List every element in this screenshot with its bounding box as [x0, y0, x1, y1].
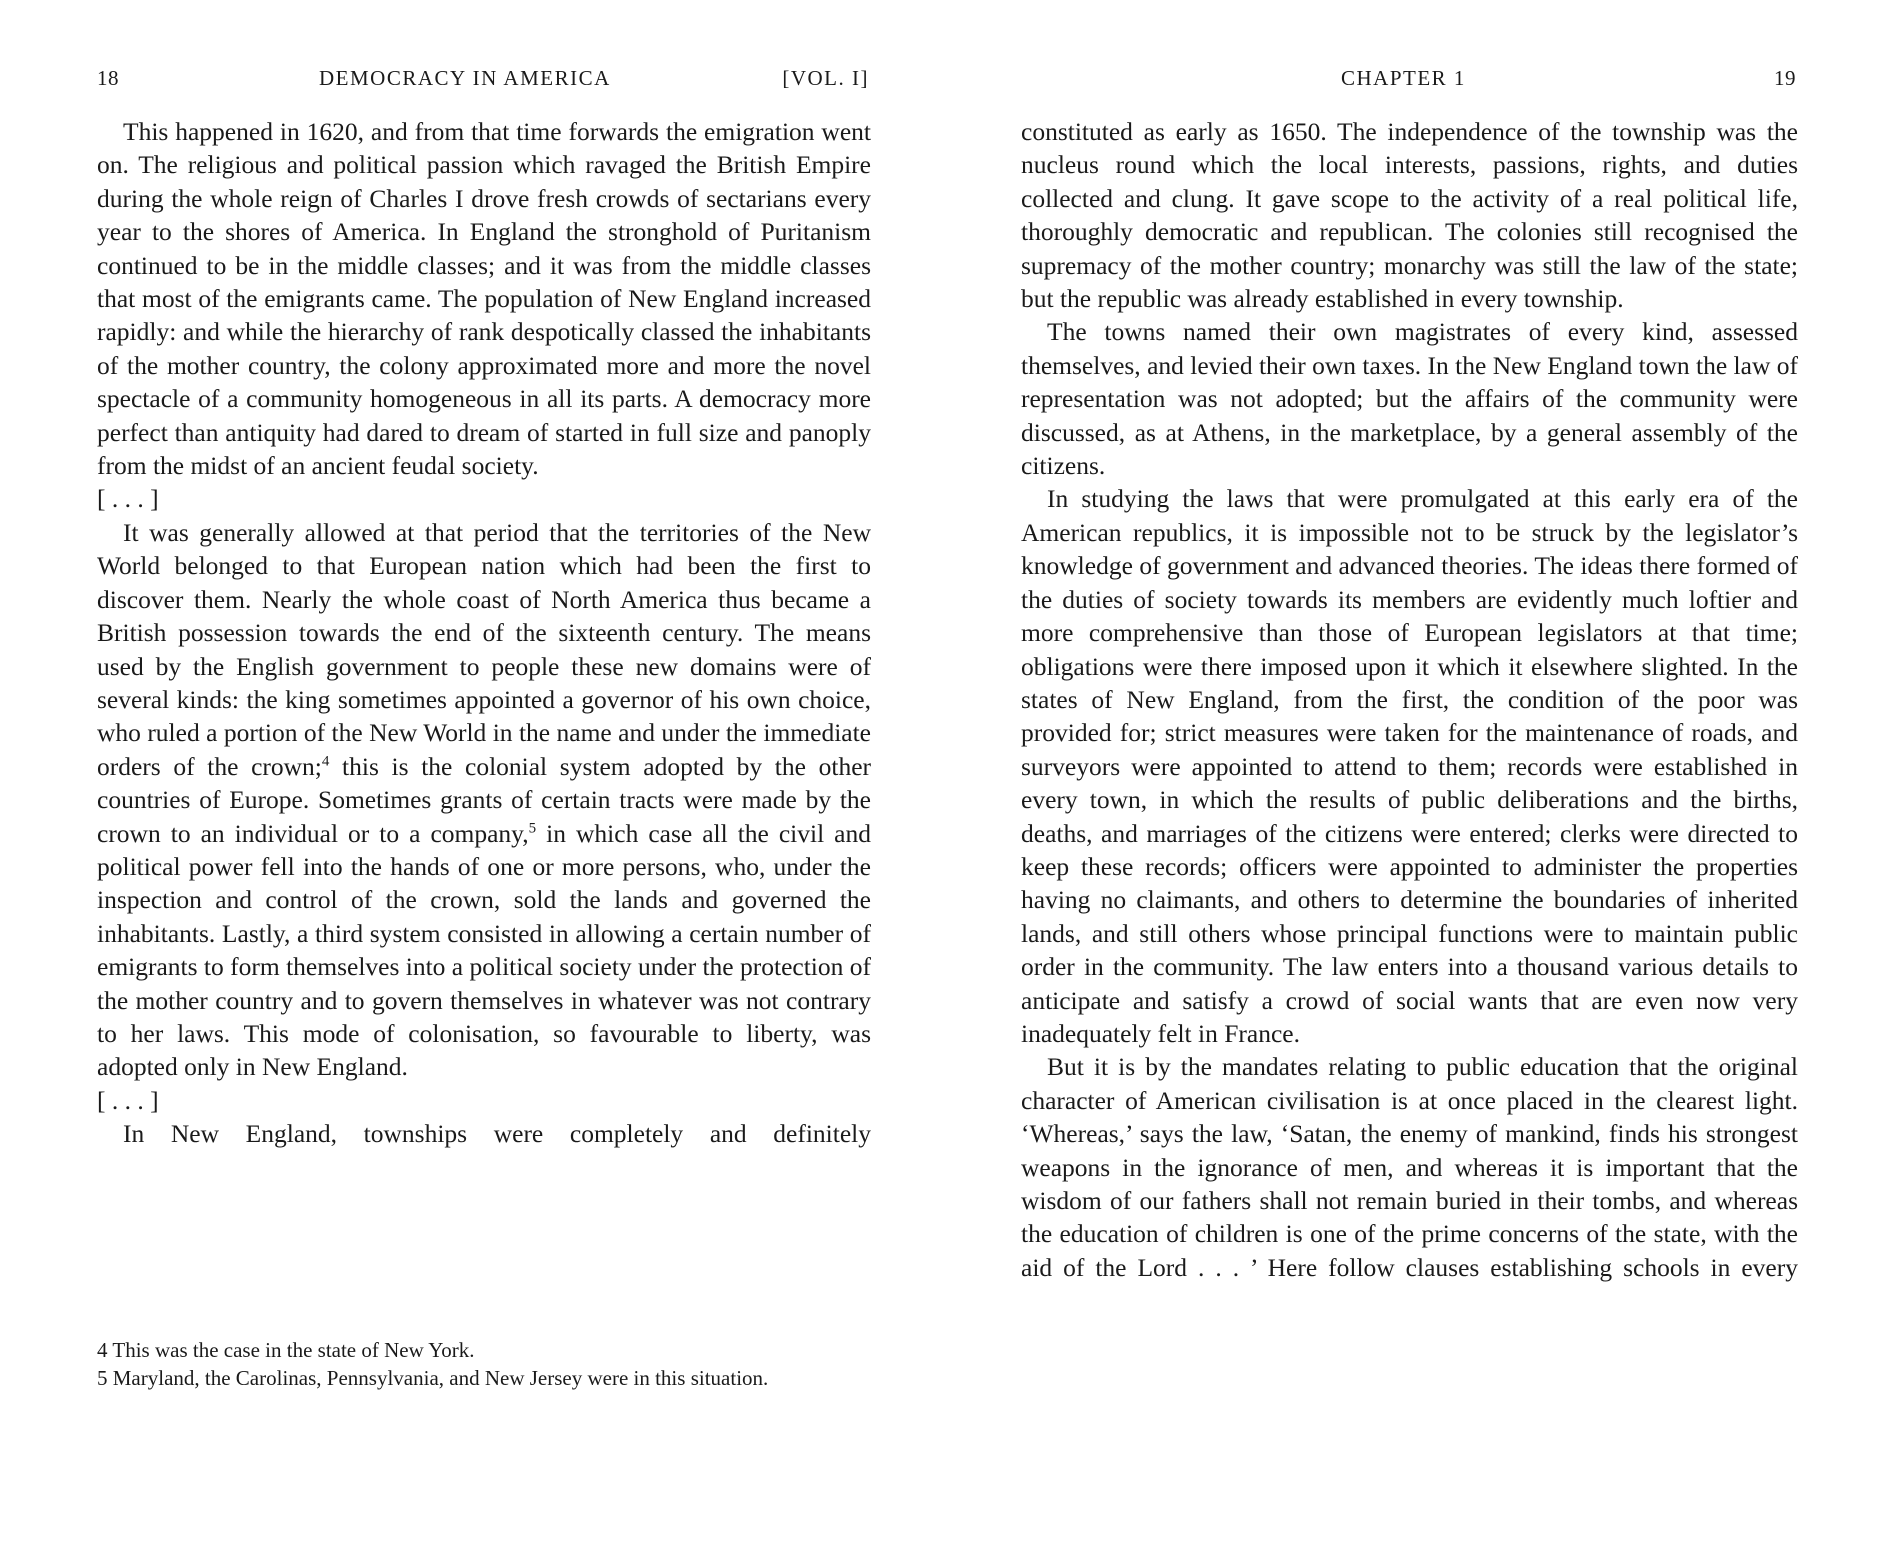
left-body-text [97, 115, 871, 1151]
footnote-5: 5 Maryland, the Carolinas, Pennsylvania, and New Jersey were in this situation. [97, 1366, 769, 1390]
footnotes [97, 1336, 871, 1392]
right-body-text [1021, 115, 1798, 1284]
footnote-ref-5[interactable]: 5 [528, 820, 537, 837]
left-paragraph-2 [97, 516, 871, 1084]
volume-label: [VOL. I] [782, 66, 869, 90]
right-paragraph-1: constituted as early as 1650. The independence of the township was the nucleus round which the local interests, passions, rights, and duties collected and clung. It gave scope to the activity of a real political life, thoroughly democratic and republican. The colonies still recognised the supremacy of the mother country; monarchy was still the law of the state; but the republic was already established in every township. [1021, 117, 1798, 314]
left-paragraph-1: This happened in 1620, and from that time forwards the emigration went on. The religious and political passion which ravaged the British Empire during the whole reign of Charles I drove fresh crowds of sectarians every year to the shores of America. In England the stronghold of Puritanism continued to be in the middle classes; and it was from the middle classes that most of the emigrants came. The population of New England increased rapidly: and while the hierarchy of rank despotically classed the inhabitants of the mother country, the colony approximated more and more the novel spectacle of a community homogeneous in all its parts. A democracy more perfect than antiquity had dared to dream of started in full size and panoply from the midst of an ancient feudal society. [97, 117, 871, 481]
left-running-title: DEMOCRACY IN AMERICA [319, 66, 611, 90]
right-running-title: CHAPTER 1 [1341, 66, 1466, 90]
left-paragraph-2-part-a: It was generally allowed at that period that the territories of the New World belonged to that European nation which had been the first to discover them. Nearly the whole coast of North America thus became a British possession towards the end of the sixteenth century. The means used by the English government to people these new domains were of several kinds: the king sometimes appointed a governor of his own choice, who ruled a portion of the New World in the name and under the immediate orders of the crown; [97, 517, 871, 781]
footnote-4: 4 This was the case in the state of New York. [97, 1338, 475, 1362]
right-page-number: 19 [1774, 66, 1796, 90]
left-paragraph-2-part-c: in which case all the civil and political power fell into the hands of one or more persons, who, under the inspection and control of the crown, sold the lands and governed the inhabitants. Lastly, a third system consisted in allowing a certain number of emigrants to form themselves into a political society under the protection of the mother country and to govern themselves in whatever was not contrary to her laws. This mode of colonisation, so favourable to liberty, was adopted only in New England. [97, 818, 872, 1082]
left-ellipsis-2: [ . . . ] [97, 1085, 159, 1115]
footnote-ref-4[interactable]: 4 [321, 753, 330, 770]
right-paragraph-3: In studying the laws that were promulgated at this early era of the American republics, it is impossible not to be struck by the legislator’s knowledge of government and advanced theories. The ideas there formed of the duties of society towards its members are evidently much loftier and more comprehensive than those of European legislators at that time; obligations were there imposed upon it which it elsewhere slighted. In the states of New England, from the first, the condition of the poor was provided for; strict measures were taken for the maintenance of roads, and surveyors were appointed to attend to them; records were established in every town, in which the results of public deliberations and the births, deaths, and marriages of the citizens were entered; clerks were directed to keep these records; officers were appointed to administer the properties having no claimants, and others to determine the boundaries of inherited lands, and still others whose principal functions were to maintain public order in the community. The law enters into a thousand various details to anticipate and satisfy a crowd of social wants that are even now very inadequately felt in France. [1021, 484, 1798, 1048]
right-running-head [1021, 66, 1798, 96]
left-ellipsis-1: [ . . . ] [97, 484, 159, 514]
right-paragraph-2: The towns named their own magistrates of every kind, assessed themselves, and levied their own taxes. In the New England town the law of representation was not adopted; but the affairs of the community were discussed, as at Athens, in the marketplace, by a general assembly of the citizens. [1021, 317, 1798, 481]
right-paragraph-4: But it is by the mandates relating to public education that the original character of American civilisation is at once placed in the clearest light. ‘Whereas,’ says the law, ‘Satan, the enemy of mankind, finds his strongest weapons in the ignorance of men, and whereas it is important that the wisdom of our fathers shall not remain buried in their tombs, and whereas the education of children is one of the prime concerns of the state, with the aid of the Lord . . . ’ Here follow clauses establishing schools in every [1021, 1052, 1798, 1282]
left-page-number: 18 [97, 66, 119, 90]
left-running-head [97, 66, 871, 96]
left-paragraph-2-part-b: this is the colonial system adopted by the other countries of Europe. Sometimes grants of certain tracts were made by the crown to an individual or to a company, [97, 751, 871, 848]
left-paragraph-3: In New England, townships were completely and definitely [123, 1119, 871, 1149]
